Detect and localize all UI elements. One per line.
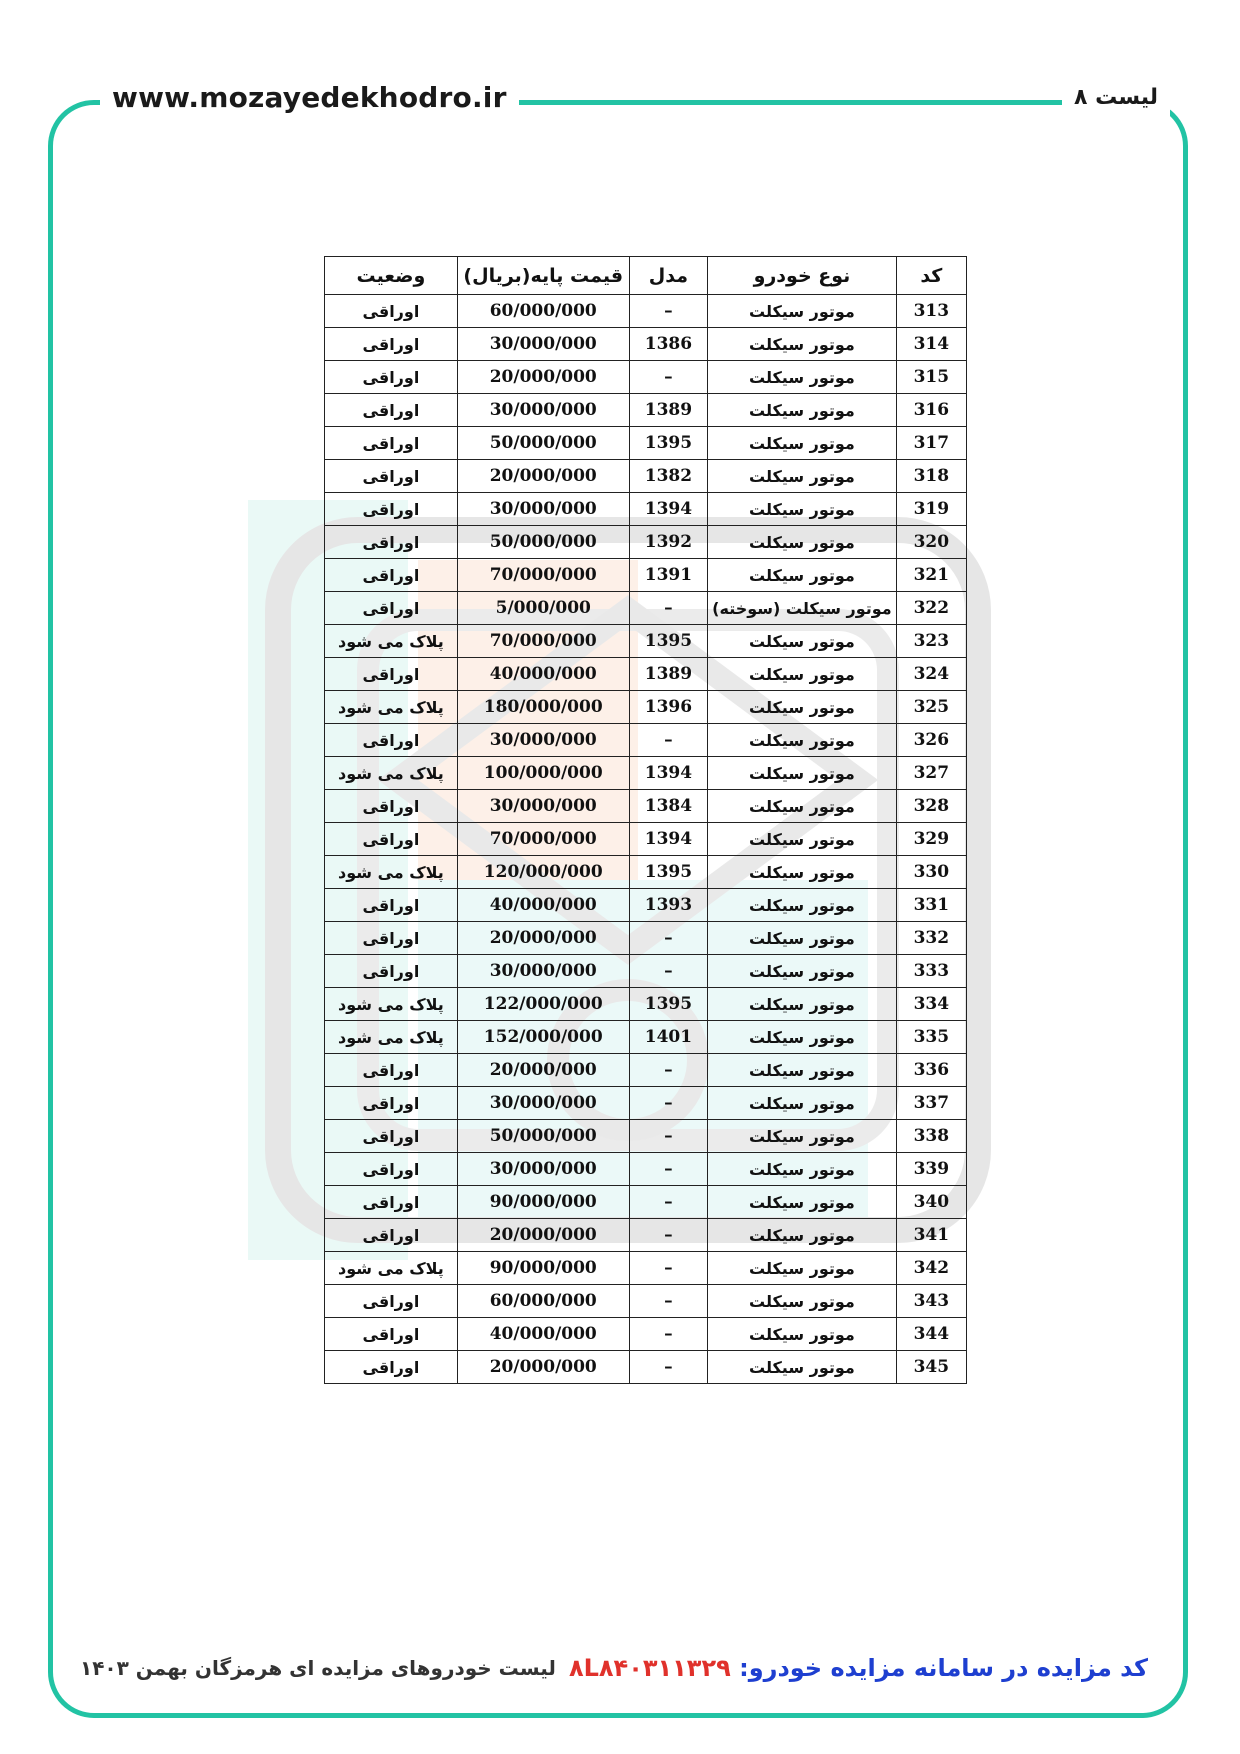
cell-status: اوراقی	[325, 295, 458, 328]
table-row	[325, 658, 967, 691]
cell-base-price: 20/000/000	[457, 1351, 629, 1384]
table-row	[325, 460, 967, 493]
cell-code: 322	[896, 592, 966, 625]
col-header-vehicle-type: نوع خودرو	[708, 257, 897, 295]
cell-status: اوراقی	[325, 361, 458, 394]
cell-vehicle-type: موتور سیکلت	[708, 1285, 897, 1318]
cell-status: اوراقی	[325, 1186, 458, 1219]
col-header-base-price: قیمت پایه(بریال)	[457, 257, 629, 295]
cell-vehicle-type: موتور سیکلت	[708, 922, 897, 955]
table-row	[325, 1021, 967, 1054]
cell-base-price: 30/000/000	[457, 1087, 629, 1120]
cell-code: 326	[896, 724, 966, 757]
cell-base-price: 30/000/000	[457, 328, 629, 361]
cell-code: 339	[896, 1153, 966, 1186]
table-row	[325, 1087, 967, 1120]
cell-base-price: 60/000/000	[457, 295, 629, 328]
cell-vehicle-type: موتور سیکلت (سوخته)	[708, 592, 897, 625]
table-row	[325, 394, 967, 427]
auction-table	[324, 256, 967, 1384]
cell-base-price: 30/000/000	[457, 394, 629, 427]
cell-base-price: 70/000/000	[457, 559, 629, 592]
table-row	[325, 592, 967, 625]
cell-status: اوراقی	[325, 658, 458, 691]
table-row	[325, 757, 967, 790]
cell-status: اوراقی	[325, 922, 458, 955]
cell-code: 327	[896, 757, 966, 790]
table-row	[325, 625, 967, 658]
cell-code: 325	[896, 691, 966, 724]
footer-code-value: ۸L۸۴۰۳۱۱۳۲۹	[568, 1654, 731, 1682]
cell-code: 334	[896, 988, 966, 1021]
cell-status: پلاک می شود	[325, 856, 458, 889]
cell-status: اوراقی	[325, 1054, 458, 1087]
cell-model: 1396	[629, 691, 708, 724]
cell-status: اوراقی	[325, 328, 458, 361]
col-header-status: وضعیت	[325, 257, 458, 295]
cell-model: 1401	[629, 1021, 708, 1054]
cell-status: پلاک می شود	[325, 757, 458, 790]
cell-model: –	[629, 955, 708, 988]
cell-vehicle-type: موتور سیکلت	[708, 724, 897, 757]
table-row	[325, 1186, 967, 1219]
table-row	[325, 493, 967, 526]
cell-model: –	[629, 592, 708, 625]
cell-model: 1395	[629, 856, 708, 889]
cell-vehicle-type: موتور سیکلت	[708, 757, 897, 790]
table-row	[325, 328, 967, 361]
cell-model: –	[629, 361, 708, 394]
cell-vehicle-type: موتور سیکلت	[708, 1021, 897, 1054]
cell-status: اوراقی	[325, 1153, 458, 1186]
footer-code-label: کد مزایده در سامانه مزایده خودرو:	[739, 1654, 1148, 1682]
cell-code: 341	[896, 1219, 966, 1252]
cell-status: اوراقی	[325, 1087, 458, 1120]
cell-model: 1384	[629, 790, 708, 823]
cell-code: 316	[896, 394, 966, 427]
cell-model: 1394	[629, 757, 708, 790]
cell-code: 323	[896, 625, 966, 658]
cell-base-price: 50/000/000	[457, 1120, 629, 1153]
cell-model: 1389	[629, 658, 708, 691]
cell-vehicle-type: موتور سیکلت	[708, 1351, 897, 1384]
cell-code: 340	[896, 1186, 966, 1219]
cell-base-price: 30/000/000	[457, 1153, 629, 1186]
table-header	[325, 257, 967, 295]
cell-status: اوراقی	[325, 493, 458, 526]
cell-base-price: 90/000/000	[457, 1186, 629, 1219]
cell-base-price: 70/000/000	[457, 625, 629, 658]
cell-code: 318	[896, 460, 966, 493]
cell-status: اوراقی	[325, 427, 458, 460]
cell-code: 313	[896, 295, 966, 328]
table-row	[325, 922, 967, 955]
cell-model: –	[629, 922, 708, 955]
cell-base-price: 152/000/000	[457, 1021, 629, 1054]
cell-status: اوراقی	[325, 1219, 458, 1252]
cell-vehicle-type: موتور سیکلت	[708, 493, 897, 526]
col-header-model: مدل	[629, 257, 708, 295]
cell-vehicle-type: موتور سیکلت	[708, 559, 897, 592]
list-title: لیست ۸	[1062, 80, 1170, 116]
table-row	[325, 724, 967, 757]
table-row	[325, 526, 967, 559]
cell-base-price: 5/000/000	[457, 592, 629, 625]
table-row	[325, 1153, 967, 1186]
cell-base-price: 90/000/000	[457, 1252, 629, 1285]
cell-base-price: 180/000/000	[457, 691, 629, 724]
cell-code: 343	[896, 1285, 966, 1318]
cell-base-price: 20/000/000	[457, 361, 629, 394]
cell-vehicle-type: موتور سیکلت	[708, 691, 897, 724]
cell-code: 317	[896, 427, 966, 460]
cell-code: 336	[896, 1054, 966, 1087]
cell-base-price: 20/000/000	[457, 1219, 629, 1252]
site-url: www.mozayedekhodro.ir	[100, 80, 519, 116]
cell-status: اوراقی	[325, 1120, 458, 1153]
cell-model: 1393	[629, 889, 708, 922]
cell-status: پلاک می شود	[325, 1021, 458, 1054]
cell-model: 1392	[629, 526, 708, 559]
cell-model: 1386	[629, 328, 708, 361]
cell-vehicle-type: موتور سیکلت	[708, 427, 897, 460]
table-row	[325, 1285, 967, 1318]
table-row	[325, 790, 967, 823]
cell-base-price: 50/000/000	[457, 526, 629, 559]
cell-vehicle-type: موتور سیکلت	[708, 823, 897, 856]
cell-base-price: 70/000/000	[457, 823, 629, 856]
cell-code: 328	[896, 790, 966, 823]
table-row	[325, 889, 967, 922]
cell-model: –	[629, 724, 708, 757]
cell-model: 1382	[629, 460, 708, 493]
cell-model: –	[629, 1054, 708, 1087]
cell-code: 345	[896, 1351, 966, 1384]
cell-code: 335	[896, 1021, 966, 1054]
cell-status: پلاک می شود	[325, 625, 458, 658]
cell-base-price: 120/000/000	[457, 856, 629, 889]
cell-status: پلاک می شود	[325, 691, 458, 724]
cell-model: –	[629, 1252, 708, 1285]
table-row	[325, 295, 967, 328]
footer-auction-code	[569, 1654, 1148, 1682]
cell-vehicle-type: موتور سیکلت	[708, 328, 897, 361]
cell-vehicle-type: موتور سیکلت	[708, 955, 897, 988]
col-header-code: کد	[896, 257, 966, 295]
cell-base-price: 40/000/000	[457, 1318, 629, 1351]
table-row	[325, 856, 967, 889]
cell-base-price: 60/000/000	[457, 1285, 629, 1318]
cell-model: 1394	[629, 823, 708, 856]
cell-base-price: 40/000/000	[457, 658, 629, 691]
table-row	[325, 427, 967, 460]
cell-status: اوراقی	[325, 724, 458, 757]
cell-status: اوراقی	[325, 1318, 458, 1351]
cell-status: اوراقی	[325, 955, 458, 988]
cell-model: –	[629, 1087, 708, 1120]
table-row	[325, 823, 967, 856]
cell-base-price: 50/000/000	[457, 427, 629, 460]
cell-vehicle-type: موتور سیکلت	[708, 790, 897, 823]
cell-model: 1394	[629, 493, 708, 526]
table-row	[325, 1054, 967, 1087]
cell-model: 1391	[629, 559, 708, 592]
footer-list-caption: لیست خودروهای مزایده ای هرمزگان بهمن ۱۴۰۳	[80, 1656, 556, 1680]
cell-vehicle-type: موتور سیکلت	[708, 625, 897, 658]
cell-status: پلاک می شود	[325, 1252, 458, 1285]
cell-base-price: 40/000/000	[457, 889, 629, 922]
cell-code: 344	[896, 1318, 966, 1351]
cell-model: –	[629, 1318, 708, 1351]
header-row	[325, 257, 967, 295]
cell-model: 1395	[629, 427, 708, 460]
cell-model: –	[629, 1219, 708, 1252]
cell-model: 1389	[629, 394, 708, 427]
cell-vehicle-type: موتور سیکلت	[708, 988, 897, 1021]
cell-status: پلاک می شود	[325, 988, 458, 1021]
cell-code: 337	[896, 1087, 966, 1120]
cell-status: اوراقی	[325, 889, 458, 922]
cell-base-price: 30/000/000	[457, 955, 629, 988]
cell-vehicle-type: موتور سیکلت	[708, 394, 897, 427]
cell-status: اوراقی	[325, 394, 458, 427]
table-row	[325, 1351, 967, 1384]
cell-vehicle-type: موتور سیکلت	[708, 1318, 897, 1351]
cell-model: –	[629, 1351, 708, 1384]
table-row	[325, 1120, 967, 1153]
cell-vehicle-type: موتور سیکلت	[708, 1252, 897, 1285]
cell-code: 333	[896, 955, 966, 988]
table-row	[325, 691, 967, 724]
cell-code: 331	[896, 889, 966, 922]
cell-code: 319	[896, 493, 966, 526]
cell-vehicle-type: موتور سیکلت	[708, 295, 897, 328]
cell-vehicle-type: موتور سیکلت	[708, 856, 897, 889]
cell-base-price: 100/000/000	[457, 757, 629, 790]
cell-code: 321	[896, 559, 966, 592]
cell-code: 315	[896, 361, 966, 394]
cell-vehicle-type: موتور سیکلت	[708, 1153, 897, 1186]
table-row	[325, 559, 967, 592]
cell-model: 1395	[629, 988, 708, 1021]
cell-base-price: 20/000/000	[457, 922, 629, 955]
table-row	[325, 361, 967, 394]
cell-vehicle-type: موتور سیکلت	[708, 460, 897, 493]
cell-status: اوراقی	[325, 1351, 458, 1384]
cell-base-price: 20/000/000	[457, 1054, 629, 1087]
cell-code: 324	[896, 658, 966, 691]
cell-model: 1395	[629, 625, 708, 658]
table-row	[325, 988, 967, 1021]
cell-vehicle-type: موتور سیکلت	[708, 1186, 897, 1219]
table-body	[325, 295, 967, 1384]
cell-code: 329	[896, 823, 966, 856]
cell-vehicle-type: موتور سیکلت	[708, 658, 897, 691]
cell-base-price: 30/000/000	[457, 724, 629, 757]
cell-status: اوراقی	[325, 790, 458, 823]
cell-vehicle-type: موتور سیکلت	[708, 361, 897, 394]
cell-status: اوراقی	[325, 526, 458, 559]
table-row	[325, 1318, 967, 1351]
table-row	[325, 1219, 967, 1252]
cell-vehicle-type: موتور سیکلت	[708, 1087, 897, 1120]
cell-code: 330	[896, 856, 966, 889]
cell-status: اوراقی	[325, 592, 458, 625]
cell-vehicle-type: موتور سیکلت	[708, 889, 897, 922]
cell-model: –	[629, 1153, 708, 1186]
cell-code: 314	[896, 328, 966, 361]
cell-base-price: 20/000/000	[457, 460, 629, 493]
cell-status: اوراقی	[325, 559, 458, 592]
cell-status: اوراقی	[325, 1285, 458, 1318]
cell-vehicle-type: موتور سیکلت	[708, 526, 897, 559]
cell-base-price: 122/000/000	[457, 988, 629, 1021]
cell-status: اوراقی	[325, 823, 458, 856]
table-row	[325, 1252, 967, 1285]
cell-model: –	[629, 295, 708, 328]
cell-model: –	[629, 1186, 708, 1219]
cell-code: 332	[896, 922, 966, 955]
cell-code: 342	[896, 1252, 966, 1285]
cell-base-price: 30/000/000	[457, 493, 629, 526]
cell-model: –	[629, 1285, 708, 1318]
cell-status: اوراقی	[325, 460, 458, 493]
cell-code: 320	[896, 526, 966, 559]
cell-vehicle-type: موتور سیکلت	[708, 1219, 897, 1252]
cell-model: –	[629, 1120, 708, 1153]
cell-base-price: 30/000/000	[457, 790, 629, 823]
cell-code: 338	[896, 1120, 966, 1153]
table-row	[325, 955, 967, 988]
cell-vehicle-type: موتور سیکلت	[708, 1054, 897, 1087]
cell-vehicle-type: موتور سیکلت	[708, 1120, 897, 1153]
